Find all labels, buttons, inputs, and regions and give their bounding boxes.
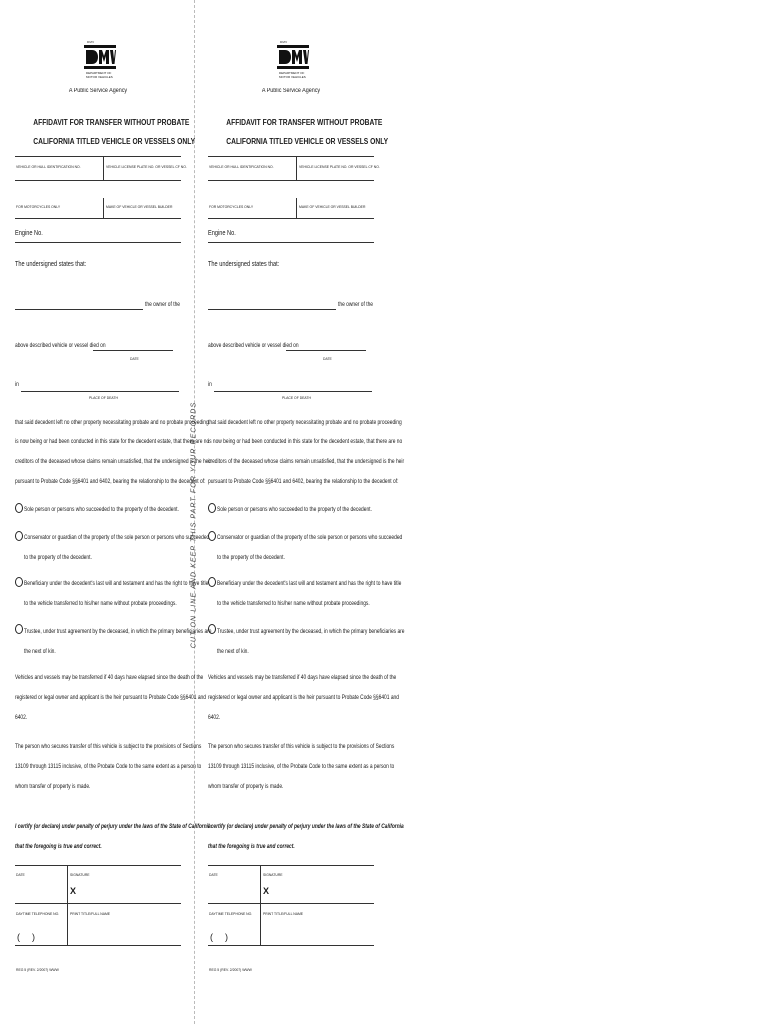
engine-underline bbox=[208, 242, 374, 243]
engine-label: Engine No. bbox=[15, 228, 43, 237]
provisions-line: 13109 through 13115 inclusive, of the Probate Code to the same extent as a person to bbox=[208, 763, 395, 770]
date-caption: DATE bbox=[130, 357, 139, 361]
signature-top-border bbox=[208, 865, 374, 866]
date-of-death-line[interactable] bbox=[93, 350, 173, 351]
transfer-line: 6402. bbox=[15, 714, 28, 721]
transfer-line: Vehicles and vessels may be transferred if 40 days have elapsed since the death of the bbox=[15, 674, 204, 681]
field-divider bbox=[67, 903, 68, 945]
in-text: in bbox=[208, 381, 212, 388]
field-divider bbox=[296, 198, 297, 218]
died-text: above described vehicle or vessel died on bbox=[208, 342, 299, 349]
phone-field-label: DAYTIME TELEPHONE NO. bbox=[209, 912, 253, 916]
option-radio-icon[interactable] bbox=[15, 577, 23, 587]
logo-tagline: DMV bbox=[280, 40, 288, 44]
certify-line: that the foregoing is true and correct. bbox=[208, 843, 295, 850]
statement-line: pursuant to Probate Code §§6401 and 6402, bearing the relationship to the decedent of: bbox=[208, 478, 399, 485]
statement-line: that said decedent left no other property necessitating probate and no probate proceeding bbox=[208, 419, 402, 426]
signature-bottom-border bbox=[15, 945, 181, 946]
statement-line: creditors of the deceased whose claims remain unsatisfied, that the undersigned is the heir bbox=[208, 458, 405, 465]
dmv-logo bbox=[274, 40, 312, 78]
cut-instruction: CUT ON LINE AND KEEP THIS PART FOR YOUR RECORDS bbox=[190, 401, 198, 649]
option-text: Beneficiary under the decedent's last will and testament and has the right to have title bbox=[24, 580, 209, 587]
field-divider bbox=[260, 865, 261, 903]
provisions-line: The person who secures transfer of this vehicle is subject to the provisions of Sections bbox=[208, 743, 395, 750]
place-caption: PLACE OF DEATH bbox=[282, 396, 311, 400]
transfer-line: 6402. bbox=[208, 714, 221, 721]
phone-area-close: ) bbox=[32, 932, 35, 942]
owner-name-line[interactable] bbox=[208, 309, 336, 310]
option-radio-icon[interactable] bbox=[208, 531, 216, 541]
option-radio-icon[interactable] bbox=[208, 577, 216, 587]
certify-line: I certify (or declare) under penalty of perjury under the laws of the State of California bbox=[208, 823, 404, 830]
date-of-death-line[interactable] bbox=[286, 350, 366, 351]
field-divider bbox=[67, 865, 68, 903]
logo-subtitle: DEPARTMENT OF MOTOR VEHICLES bbox=[86, 71, 113, 79]
field-divider bbox=[103, 156, 104, 180]
statement-line: is now being or had been conducted in this state for the decedent estate, that there are no bbox=[208, 438, 403, 445]
field-row-top-border bbox=[15, 156, 181, 157]
option-text: to the property of the decedent. bbox=[24, 554, 92, 561]
died-text: above described vehicle or vessel died on bbox=[15, 342, 106, 349]
engine-underline bbox=[15, 242, 181, 243]
option-text: the next of kin. bbox=[24, 648, 56, 655]
statement-line: pursuant to Probate Code §§6401 and 6402, bearing the relationship to the decedent of: bbox=[15, 478, 206, 485]
transfer-line: registered or legal owner and applicant is the heir pursuant to Probate Code §§6401 and bbox=[208, 694, 399, 701]
name-field-label: PRINT TITLE/FULL NAME bbox=[70, 912, 111, 916]
agency-text: A Public Service Agency bbox=[68, 88, 128, 94]
signature-row-border bbox=[15, 903, 181, 904]
field-row-border bbox=[208, 218, 374, 219]
option-text: Trustee, under trust agreement by the deceased, in which the primary beneficiaries are bbox=[24, 628, 212, 635]
option-text: to the property of the decedent. bbox=[217, 554, 285, 561]
option-text: Sole person or persons who succeeded to the property of the decedent. bbox=[24, 506, 179, 513]
transfer-line: registered or legal owner and applicant is the heir pursuant to Probate Code §§6401 and bbox=[15, 694, 206, 701]
signature-mark[interactable]: X bbox=[70, 886, 77, 896]
statement-line: is now being or had been conducted in this state for the decedent estate, that there are no bbox=[15, 438, 210, 445]
option-text: Conservator or guardian of the property of the sole person or persons who succeeded bbox=[24, 534, 210, 541]
option-radio-icon[interactable] bbox=[208, 624, 216, 634]
make-label: MAKE OF VEHICLE OR VESSEL BUILDER bbox=[299, 205, 366, 209]
owner-name-line[interactable] bbox=[15, 309, 143, 310]
motorcycle-label: FOR MOTORCYCLES ONLY bbox=[16, 205, 61, 209]
dmv-mark-icon bbox=[84, 45, 116, 69]
place-of-death-line[interactable] bbox=[214, 391, 372, 392]
certify-line: that the foregoing is true and correct. bbox=[15, 843, 102, 850]
place-of-death-line[interactable] bbox=[21, 391, 179, 392]
vin-label: VEHICLE OR HULL IDENTIFICATION NO. bbox=[209, 165, 274, 169]
name-field-label: PRINT TITLE/FULL NAME bbox=[263, 912, 304, 916]
option-radio-icon[interactable] bbox=[15, 503, 23, 513]
signature-row-border bbox=[208, 903, 374, 904]
states-text: The undersigned states that: bbox=[208, 259, 280, 268]
date-field-label: DATE bbox=[209, 873, 218, 877]
signature-top-border bbox=[15, 865, 181, 866]
logo-subtitle: DEPARTMENT OF MOTOR VEHICLES bbox=[279, 71, 306, 79]
option-radio-icon[interactable] bbox=[208, 503, 216, 513]
phone-field-label: DAYTIME TELEPHONE NO. bbox=[16, 912, 60, 916]
option-text: Conservator or guardian of the property of the sole person or persons who succeeded bbox=[217, 534, 403, 541]
form-subtitle: CALIFORNIA TITLED VEHICLE OR VESSELS ONLY bbox=[33, 136, 196, 146]
option-text: the next of kin. bbox=[217, 648, 249, 655]
transfer-line: Vehicles and vessels may be transferred if 40 days have elapsed since the death of the bbox=[208, 674, 397, 681]
phone-area-close: ) bbox=[225, 932, 228, 942]
form-subtitle: CALIFORNIA TITLED VEHICLE OR VESSELS ONLY bbox=[226, 136, 389, 146]
agency-text: A Public Service Agency bbox=[261, 88, 321, 94]
statement-line: creditors of the deceased whose claims remain unsatisfied, that the undersigned is the heir bbox=[15, 458, 212, 465]
phone-area-open: ( bbox=[17, 932, 20, 942]
field-row-border bbox=[15, 218, 181, 219]
certify-line: I certify (or declare) under penalty of perjury under the laws of the State of California bbox=[15, 823, 211, 830]
owner-text: the owner of the bbox=[145, 301, 180, 308]
logo-tagline: DMV bbox=[87, 40, 95, 44]
option-text: to the vehicle transferred to his/her name without probate proceedings. bbox=[217, 600, 370, 607]
form-number: REG 5 (REV. 2/2007) WWW bbox=[209, 968, 252, 972]
form-title: AFFIDAVIT FOR TRANSFER WITHOUT PROBATE bbox=[33, 117, 190, 127]
signature-field-label: SIGNATURE bbox=[70, 873, 90, 877]
dmv-logo bbox=[81, 40, 119, 78]
field-row-border bbox=[208, 180, 374, 181]
option-text: Beneficiary under the decedent's last will and testament and has the right to have title bbox=[217, 580, 402, 587]
signature-mark[interactable]: X bbox=[263, 886, 270, 896]
states-text: The undersigned states that: bbox=[15, 259, 87, 268]
dmv-mark-icon bbox=[277, 45, 309, 69]
option-text: Trustee, under trust agreement by the deceased, in which the primary beneficiaries are bbox=[217, 628, 405, 635]
place-caption: PLACE OF DEATH bbox=[89, 396, 118, 400]
plate-label: VEHICLE LICENSE PLATE NO. OR VESSEL CF NO. bbox=[106, 165, 187, 169]
signature-field-label: SIGNATURE bbox=[263, 873, 283, 877]
form-copy-right bbox=[208, 0, 405, 1000]
vin-label: VEHICLE OR HULL IDENTIFICATION NO. bbox=[16, 165, 81, 169]
owner-text: the owner of the bbox=[338, 301, 373, 308]
form-title: AFFIDAVIT FOR TRANSFER WITHOUT PROBATE bbox=[226, 117, 383, 127]
engine-label: Engine No. bbox=[208, 228, 236, 237]
option-text: Sole person or persons who succeeded to the property of the decedent. bbox=[217, 506, 372, 513]
date-caption: DATE bbox=[323, 357, 332, 361]
option-radio-icon[interactable] bbox=[15, 531, 23, 541]
in-text: in bbox=[15, 381, 19, 388]
plate-label: VEHICLE LICENSE PLATE NO. OR VESSEL CF NO. bbox=[299, 165, 380, 169]
provisions-line: whom transfer of property is made. bbox=[208, 783, 284, 790]
field-divider bbox=[103, 198, 104, 218]
signature-bottom-border bbox=[208, 945, 374, 946]
date-field-label: DATE bbox=[16, 873, 25, 877]
motorcycle-label: FOR MOTORCYCLES ONLY bbox=[209, 205, 254, 209]
provisions-line: whom transfer of property is made. bbox=[15, 783, 91, 790]
field-divider bbox=[260, 903, 261, 945]
option-text: to the vehicle transferred to his/her name without probate proceedings. bbox=[24, 600, 177, 607]
field-row-top-border bbox=[208, 156, 374, 157]
provisions-line: 13109 through 13115 inclusive, of the Probate Code to the same extent as a person to bbox=[15, 763, 202, 770]
option-radio-icon[interactable] bbox=[15, 624, 23, 634]
form-number: REG 5 (REV. 2/2007) WWW bbox=[16, 968, 59, 972]
field-divider bbox=[296, 156, 297, 180]
statement-line: that said decedent left no other property necessitating probate and no probate proceeding bbox=[15, 419, 209, 426]
make-label: MAKE OF VEHICLE OR VESSEL BUILDER bbox=[106, 205, 173, 209]
field-row-border bbox=[15, 180, 181, 181]
provisions-line: The person who secures transfer of this vehicle is subject to the provisions of Sections bbox=[15, 743, 202, 750]
phone-area-open: ( bbox=[210, 932, 213, 942]
